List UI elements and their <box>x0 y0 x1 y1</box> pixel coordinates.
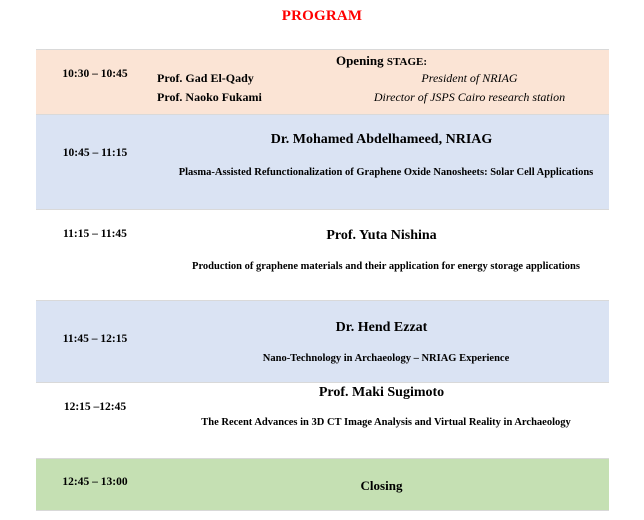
opening-row <box>36 50 609 115</box>
official-name: Prof. Gad El-Qady <box>157 71 254 85</box>
session-row <box>36 383 609 459</box>
session-row <box>36 210 609 301</box>
session-speaker: Dr. Hend Ezzat <box>335 320 428 335</box>
session-speaker: Prof. Yuta Nishina <box>326 228 437 243</box>
session-row <box>36 115 609 210</box>
opening-heading <box>154 53 609 69</box>
official-role: Director of JSPS Cairo research station <box>373 90 566 104</box>
session-time: 11:15 – 11:45 <box>63 228 127 240</box>
official-role: President of NRIAG <box>421 71 518 85</box>
opening-heading-sub: STAGE: <box>386 56 428 68</box>
session-talk-title: Plasma-Assisted Refunctionalization of Graphene Oxide Nanosheets: Solar Cell Applications <box>178 167 594 178</box>
session-talk-title: The Recent Advances in 3D CT Image Analysis and Virtual Reality in Archaeology <box>201 417 571 428</box>
session-talk-title: Nano-Technology in Archaeology – NRIAG Experience <box>262 353 510 364</box>
session-speaker: Dr. Mohamed Abdelhameed, NRIAG <box>270 132 493 147</box>
session-time: 11:45 – 12:15 <box>62 333 128 345</box>
session-time: 10:45 – 11:15 <box>62 147 128 159</box>
session-time: 12:15 –12:45 <box>63 401 127 413</box>
official-name: Prof. Naoko Fukami <box>157 90 262 104</box>
session-row <box>36 301 609 383</box>
closing-row <box>36 459 609 511</box>
session-speaker: Prof. Maki Sugimoto <box>318 385 445 400</box>
session-talk-title: Production of graphene materials and their application for energy storage applications <box>192 261 580 272</box>
closing-label: Closing <box>360 478 403 493</box>
opening-heading-label: Opening <box>335 53 384 68</box>
opening-time: 10:30 – 10:45 <box>62 68 128 80</box>
program-table <box>36 49 609 511</box>
closing-time: 12:45 – 13:00 <box>62 476 128 488</box>
page-title: PROGRAM <box>281 8 363 24</box>
